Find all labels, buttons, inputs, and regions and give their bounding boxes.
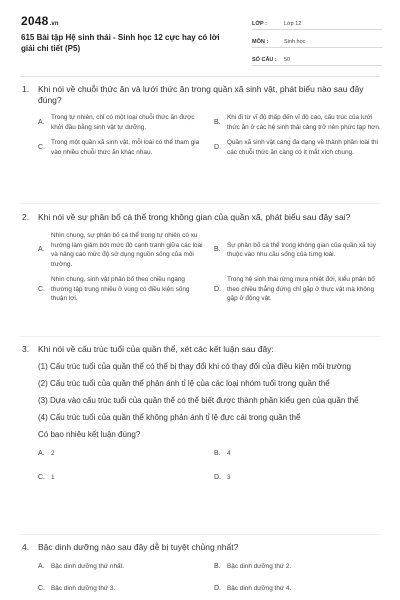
question-prompt: Có bao nhiêu kết luận đúng? <box>38 430 141 439</box>
meta-label: MÔN : <box>252 39 269 45</box>
meta-row-grade <box>252 15 382 30</box>
meta-label: SỐ CÂU : <box>252 57 277 63</box>
statement-2: (2) Cấu trúc tuổi của quần thể phản ánh tỉ lệ của các loại nhóm tuổi trong quần thể <box>38 379 330 388</box>
question-number: 2. <box>22 212 30 222</box>
meta-value: 50 <box>284 57 291 63</box>
option-b[interactable]: B. Khi đi từ vĩ độ thấp đến vĩ độ cao, cấu trúc của lưới thức ăn ở các hệ sinh thái càng trở nên phức tạp hơn. <box>214 114 381 131</box>
option-c[interactable]: C. Bậc dinh dưỡng thứ 3. <box>38 584 116 592</box>
page-title: 615 Bài tập Hệ sinh thái - Sinh học 12 cực hay có lời giải chi tiết (P5) <box>21 33 220 53</box>
option-b[interactable]: B. 4 <box>214 450 231 457</box>
question-text: Khi nói về cấu trúc tuổi của quần thể, xét các kết luận sau đây: <box>38 344 274 354</box>
option-c[interactable]: C. Nhìn chung, sinh vật phân bố theo chiều ngang thường tập trung nhiều ở vùng có điều kiện sống thuận lợi. <box>38 276 190 302</box>
option-d[interactable]: D. Bậc dinh dưỡng thứ 4. <box>214 584 292 592</box>
meta-row-subject <box>252 33 382 48</box>
question-3 <box>22 344 382 482</box>
meta-value: Sinh học <box>284 39 306 45</box>
option-c[interactable]: C. Trong một quần xã sinh vật, mỗi loài có thể tham gia vào nhiều chuỗi thức ăn khác nhau. <box>38 139 200 156</box>
question-divider <box>20 203 380 204</box>
question-divider <box>20 534 380 535</box>
meta-panel <box>252 15 382 69</box>
question-2 <box>22 212 382 304</box>
statement-3: (3) Dựa vào cấu trúc tuổi của quần thể có thể biết được thành phần kiểu gen của quần thể <box>38 396 359 405</box>
option-a[interactable]: A. Trong tự nhiên, chỉ có một loại chuỗi thức ăn được khởi đầu bằng sinh vật tự dưỡng. <box>38 114 195 131</box>
meta-label: LỚP : <box>252 21 267 27</box>
option-a[interactable]: A. Bậc dinh dưỡng thứ nhất. <box>38 563 125 570</box>
header-divider <box>20 76 380 77</box>
question-1 <box>22 84 382 157</box>
question-number: 4. <box>22 542 30 552</box>
question-divider <box>20 336 380 337</box>
meta-value: Lớp 12 <box>284 21 302 27</box>
statement-1: (1) Cấu trúc tuổi của quần thể có thể bị thay đổi khi có thay đổi của điều kiện môi trường <box>38 362 351 371</box>
question-number: 3. <box>22 344 30 354</box>
site-logo[interactable]: 2048.vn <box>21 14 59 28</box>
option-a[interactable]: A. 2 <box>38 450 55 457</box>
question-number: 1. <box>22 84 30 94</box>
option-d[interactable]: D. 3 <box>214 473 231 481</box>
option-b[interactable]: B. Bậc dinh dưỡng thứ 2. <box>214 563 292 570</box>
question-4 <box>22 542 382 593</box>
meta-row-count <box>252 51 382 66</box>
option-d[interactable]: D. Trong hệ sinh thái rừng mưa nhiệt đới, kiểu phân bố theo chiều thẳng đứng chỉ gặp ở thực vật mà không gặp ở động vật. <box>214 276 375 302</box>
option-c[interactable]: C. 1 <box>38 473 55 481</box>
question-text: Khi nói về sự phân bố cá thể trong không gian của quần xã, phát biểu sau đây sai? <box>38 212 351 222</box>
option-a[interactable]: A. Nhìn chung, sự phân bố cá thể trong tự nhiên có xu hướng làm giảm bớt mức độ cạnh tranh giữa các loài và nâng cao mức độ sử dụng nguồn sống của môi trường. <box>38 232 203 268</box>
question-text: Khi nói về chuỗi thức ăn và lưới thức ăn trong quần xã sinh vật, phát biểu nào sau đây đúng? <box>38 84 364 105</box>
option-b[interactable]: B. Sự phân bố cá thể trong không gian của quần xã tùy thuộc vào nhu cầu sống của từng loài. <box>214 241 376 258</box>
statement-4: (4) Cấu trúc tuổi của quần thể không phản ánh tỉ lệ đực cái trong quần thể <box>38 413 301 422</box>
page-header <box>0 0 400 74</box>
question-text: Bậc dinh dưỡng nào sau đây dễ bị tuyệt chủng nhất? <box>38 542 239 552</box>
option-d[interactable]: D. Quần xã sinh vật càng đa dạng về thành phần loài thì các chuỗi thức ăn càng có ít mắt xích chung. <box>214 139 379 156</box>
